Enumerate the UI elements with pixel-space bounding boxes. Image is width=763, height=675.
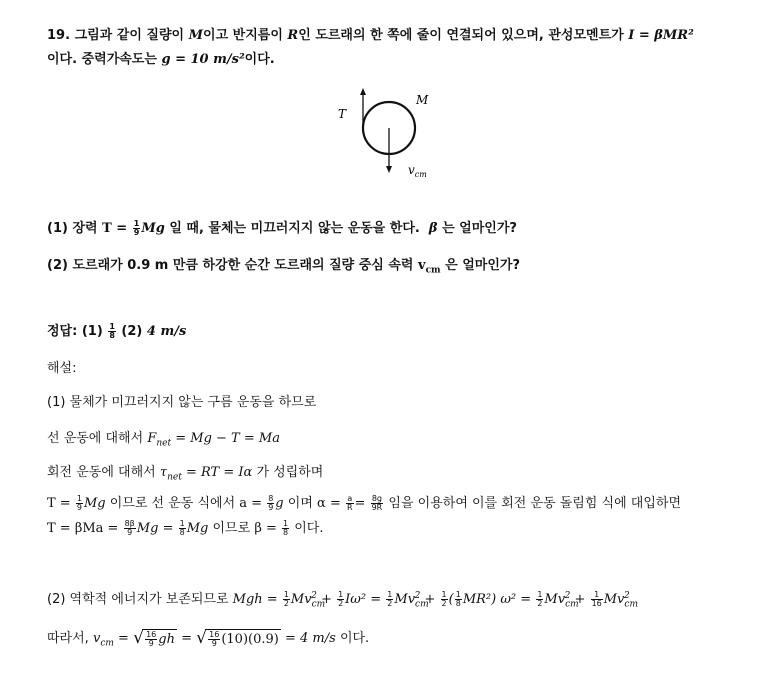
q1-beta: β [428,221,438,236]
inertia-formula: I = βMR² [628,28,694,43]
label-M: M [416,93,429,107]
solution-line-4: T = $\frac{1}{9}$ Mg 이므로 선 운동 식에서 a = $\frac{8}{9}$ g 이며 α = $\frac{a}{R}$ = $\frac{8g}{9R}$ 임을 이용하여 이를 회전 운동 돌림힘 식에 대입하면 [47,494,682,512]
solution-line-5: T = βMa = $\frac{8\beta}{9}$ Mg = $\frac{1}{8}$ Mg 이므로 β = $\frac{1}{8}$ 이다. [47,519,324,537]
q1-text: 일 때, 물체는 미끄러지지 않는 운동을 한다. [169,221,420,236]
question-1 [47,217,517,237]
velocity-arrowhead [386,166,392,173]
answer-part2: (2) [121,324,143,339]
problem-text-a: 그림과 같이 질량이 [74,28,185,43]
q1-tail: 는 얼마인가? [442,221,517,236]
solution-line-7: 따라서, $v_{cm}$ = √ $\frac{16}{9}$ gh = √ $\frac{16}{9}$ (10)(0.9) = 4 m/s 이다. [47,628,370,649]
solution-line-6: (2) 역학적 에너지가 보존되므로 Mgh = $\frac{1}{2}$ $Mv_{cm}^2$ + $\frac{1}{2}$ Iω² = $\frac{1}{2}$ $Mv_{cm}^2$ + $\frac{1}{2}$ ( $\frac{1}{8}$ MR²) ω² = $\frac{1}{2}$ $Mv_{cm}^2$ + $\frac{1}{16}$ $Mv_{cm}^2$ [47,590,638,610]
radius-symbol: R [287,28,299,43]
q2-prefix: (2) 도르래가 0.9 m 만큼 하강한 순간 도르래의 질량 중심 속력 [47,258,414,273]
problem-text-e: 이다. [244,52,275,67]
q1-T-eq: T = [102,221,128,236]
problem-number: 19. [47,28,71,43]
problem-line-2 [47,48,275,67]
pulley-diagram [330,88,440,183]
label-T: T [338,107,347,121]
q2-vcm: $v_{cm}$ [418,258,441,276]
solution-line-1: (1) 물체가 미끄러지지 않는 구름 운동을 하므로 [47,395,317,410]
solution-line-3: 회전 운동에 대해서 $\tau_{net}$ = RT = Iα 가 성립하며 [47,465,324,483]
solution-line-2: 선 운동에 대해서 $F_{net} = Mg - T = Ma$ [47,431,280,449]
answer-fraction: $\frac{1}{8}$ [109,322,115,340]
mass-symbol: M [188,28,204,43]
question-2 [47,254,520,276]
gravity-value: g = 10 m/s² [161,52,245,67]
solution-header: 해설: [47,361,77,376]
problem-line-1 [47,24,694,43]
answer-label: 정답: (1) [47,324,103,339]
q1-prefix: (1) 장력 [47,221,98,236]
problem-text-d: 이다. 중력가속도는 [47,52,157,67]
q1-fraction: $\frac{1}{9}$ [133,219,140,237]
problem-text-c: 인 도르래의 한 쪽에 줄이 연결되어 있으며, 관성모멘트가 [298,28,624,43]
q1-Mg: Mg [141,221,165,236]
tension-arrowhead [360,88,366,95]
label-vcm: $v_{cm}$ [408,163,427,179]
q2-tail: 은 얼마인가? [445,258,520,273]
answer-value2: 4 m/s [146,324,187,339]
problem-text-b: 이고 반지름이 [203,28,283,43]
answer-line [47,320,186,340]
